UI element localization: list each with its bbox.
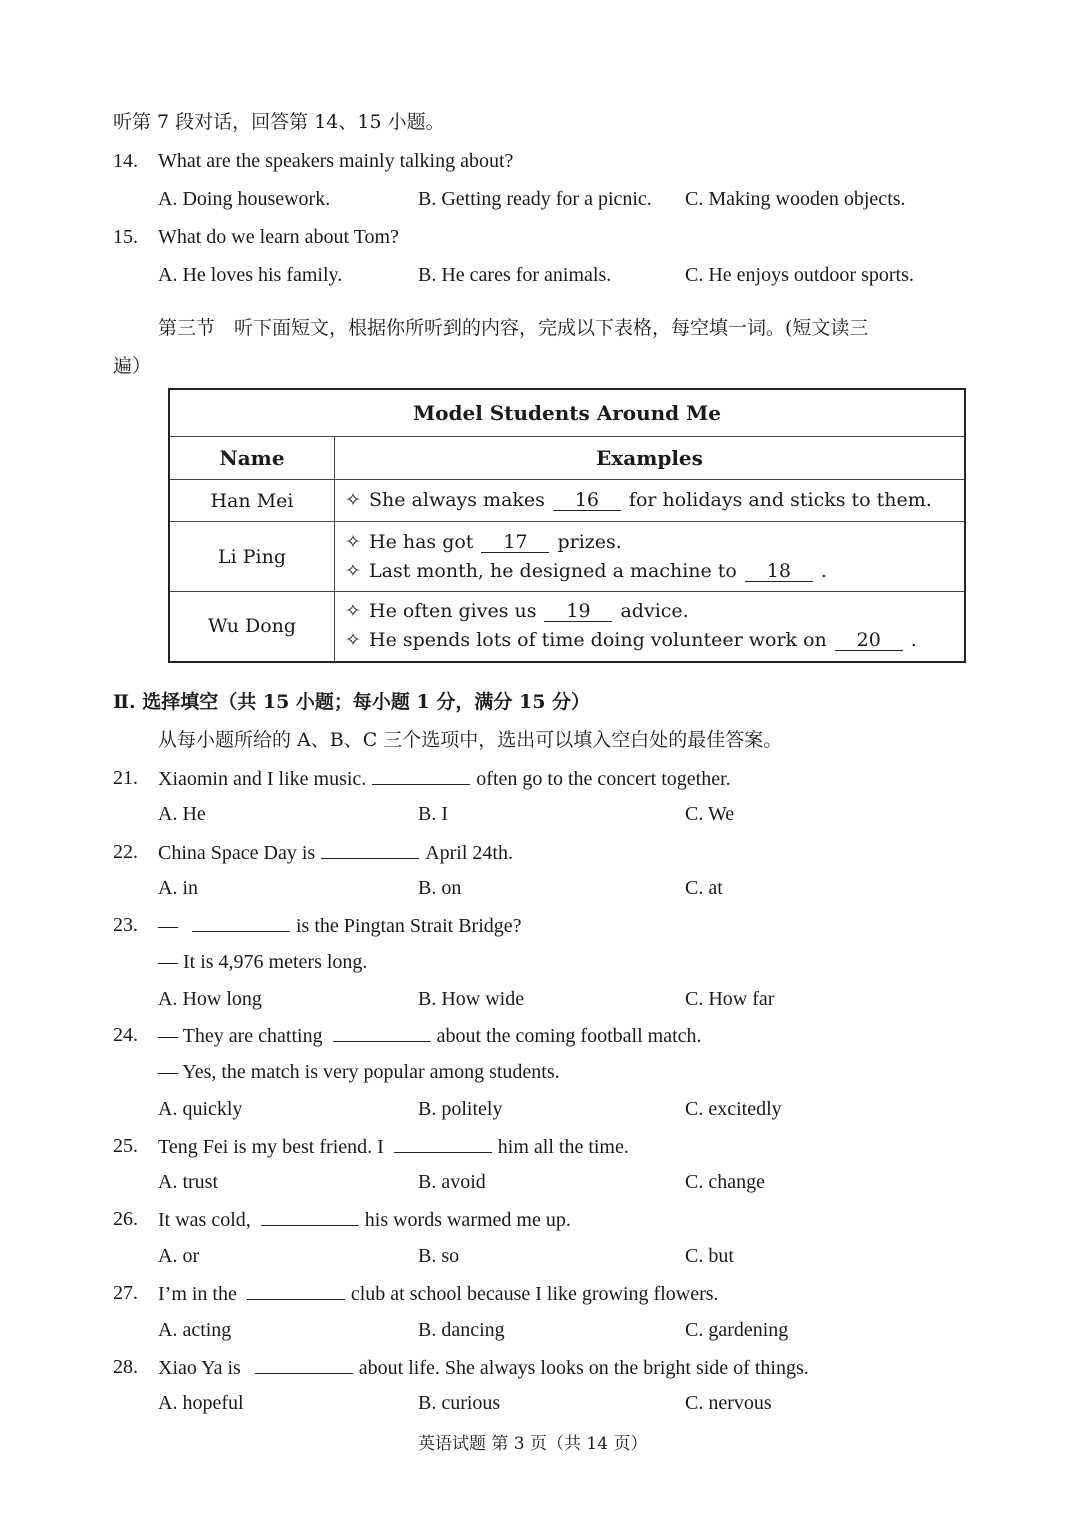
answer-blank (372, 766, 470, 785)
question-21-text: Xiaomin and I like music. often go to the concert together. (158, 768, 731, 790)
example-line (345, 626, 964, 655)
answer-blank (321, 840, 419, 859)
example-text: . (820, 559, 827, 582)
answer-blank-17: 17 (481, 532, 549, 553)
star-bullet-icon: ✧ (345, 629, 361, 652)
example-text: advice. (620, 600, 689, 623)
row-name: Han Mei (169, 480, 335, 522)
question-22-option-a: A. in (158, 877, 198, 899)
question-26-option-c: C. but (685, 1245, 734, 1267)
row-name: Li Ping (169, 522, 335, 592)
example-line (345, 486, 964, 515)
question-23-option-a: A. How long (158, 988, 262, 1010)
answer-blank-19: 19 (544, 601, 612, 622)
question-14-option-a: A. Doing housework. (158, 188, 331, 210)
question-21-number: 21. (113, 767, 138, 789)
row-name: Wu Dong (169, 592, 335, 662)
example-text: He spends lots of time doing volunteer work on (369, 629, 827, 652)
question-22-option-c: C. at (685, 877, 723, 899)
question-14-option-c: C. Making wooden objects. (685, 188, 906, 210)
question-22-text: China Space Day is April 24th. (158, 842, 513, 864)
question-21-option-b: B. I (418, 803, 448, 825)
part-2-heading: Ⅱ. 选择填空（共 15 小题；每小题 1 分，满分 15 分） (113, 691, 591, 713)
example-text: She always makes (369, 489, 545, 511)
question-23-text: — is the Pingtan Strait Bridge? (158, 915, 522, 937)
section-3-instruction-line2: 遍） (113, 355, 152, 377)
model-students-table (168, 388, 966, 663)
row-examples (335, 592, 966, 662)
example-text: Last month, he designed a machine to (369, 559, 737, 582)
star-bullet-icon: ✧ (345, 489, 361, 511)
question-27-option-a: A. acting (158, 1319, 232, 1341)
dialogue-7-instruction: 听第 7 段对话，回答第 14、15 小题。 (113, 111, 445, 133)
page-footer: 英语试题 第 3 页（共 14 页） (418, 1434, 648, 1454)
example-text: . (910, 629, 917, 652)
question-25-option-c: C. change (685, 1171, 765, 1193)
question-26-option-b: B. so (418, 1245, 460, 1267)
question-26-text: It was cold, his words warmed me up. (158, 1209, 571, 1231)
question-26-option-a: A. or (158, 1245, 200, 1267)
question-23-option-c: C. How far (685, 988, 775, 1010)
question-24-option-a: A. quickly (158, 1098, 243, 1120)
question-27-text: I’m in the club at school because I like growing flowers. (158, 1283, 719, 1305)
question-14-text: What are the speakers mainly talking about? (158, 150, 514, 172)
row-examples (335, 522, 966, 592)
example-line (345, 557, 964, 586)
answer-blank (333, 1023, 431, 1042)
question-22-option-b: B. on (418, 877, 462, 899)
table-row (169, 480, 965, 522)
example-text: prizes. (557, 530, 622, 553)
question-15-option-a: A. He loves his family. (158, 264, 343, 286)
star-bullet-icon: ✧ (345, 559, 361, 582)
example-text: He often gives us (369, 600, 537, 623)
example-line (345, 528, 964, 557)
table-title: Model Students Around Me (169, 389, 965, 437)
question-27-option-c: C. gardening (685, 1319, 789, 1341)
question-24-option-b: B. politely (418, 1098, 503, 1120)
table-row (169, 522, 965, 592)
answer-blank-20: 20 (835, 630, 903, 651)
question-27-number: 27. (113, 1282, 138, 1304)
question-24-option-c: C. excitedly (685, 1098, 782, 1120)
example-line (345, 597, 964, 626)
question-28-option-c: C. nervous (685, 1392, 772, 1414)
question-28-text: Xiao Ya is about life. She always looks on the bright side of things. (158, 1357, 809, 1379)
question-25-option-b: B. avoid (418, 1171, 486, 1193)
question-23-option-b: B. How wide (418, 988, 525, 1010)
question-15-text: What do we learn about Tom? (158, 226, 399, 248)
question-28-option-a: A. hopeful (158, 1392, 244, 1414)
answer-blank-16: 16 (553, 490, 621, 511)
example-text: for holidays and sticks to them. (628, 489, 932, 511)
question-15-option-b: B. He cares for animals. (418, 264, 612, 286)
question-14-number: 14. (113, 150, 138, 172)
answer-blank-18: 18 (745, 561, 813, 582)
question-22-number: 22. (113, 841, 138, 863)
question-23-number: 23. (113, 914, 138, 936)
example-text: He has got (369, 530, 474, 553)
row-examples (335, 480, 966, 522)
section-3-instruction-line1: 第三节 听下面短文，根据你所听到的内容，完成以下表格，每空填一词。(短文读三 (158, 317, 869, 339)
answer-blank (247, 1281, 345, 1300)
question-25-number: 25. (113, 1135, 138, 1157)
question-15-option-c: C. He enjoys outdoor sports. (685, 264, 914, 286)
question-28-option-b: B. curious (418, 1392, 501, 1414)
question-21-option-c: C. We (685, 803, 735, 825)
table-header-examples: Examples (335, 437, 966, 480)
table-header-name: Name (169, 437, 335, 480)
question-21-option-a: A. He (158, 803, 206, 825)
question-27-option-b: B. dancing (418, 1319, 505, 1341)
question-24-reply: — Yes, the match is very popular among students. (158, 1061, 560, 1083)
question-26-number: 26. (113, 1208, 138, 1230)
part-2-instruction: 从每小题所给的 A、B、C 三个选项中，选出可以填入空白处的最佳答案。 (158, 729, 783, 751)
question-24-text: — They are chatting about the coming football match. (158, 1025, 702, 1047)
question-24-number: 24. (113, 1024, 138, 1046)
table-row (169, 592, 965, 662)
answer-blank (192, 913, 290, 932)
answer-blank (255, 1355, 353, 1374)
question-28-number: 28. (113, 1356, 138, 1378)
answer-blank (261, 1207, 359, 1226)
question-25-option-a: A. trust (158, 1171, 218, 1193)
question-23-reply: — It is 4,976 meters long. (158, 951, 368, 973)
question-25-text: Teng Fei is my best friend. I him all the time. (158, 1136, 629, 1158)
answer-blank (394, 1134, 492, 1153)
star-bullet-icon: ✧ (345, 530, 361, 553)
question-14-option-b: B. Getting ready for a picnic. (418, 188, 652, 210)
question-15-number: 15. (113, 226, 138, 248)
star-bullet-icon: ✧ (345, 600, 361, 623)
